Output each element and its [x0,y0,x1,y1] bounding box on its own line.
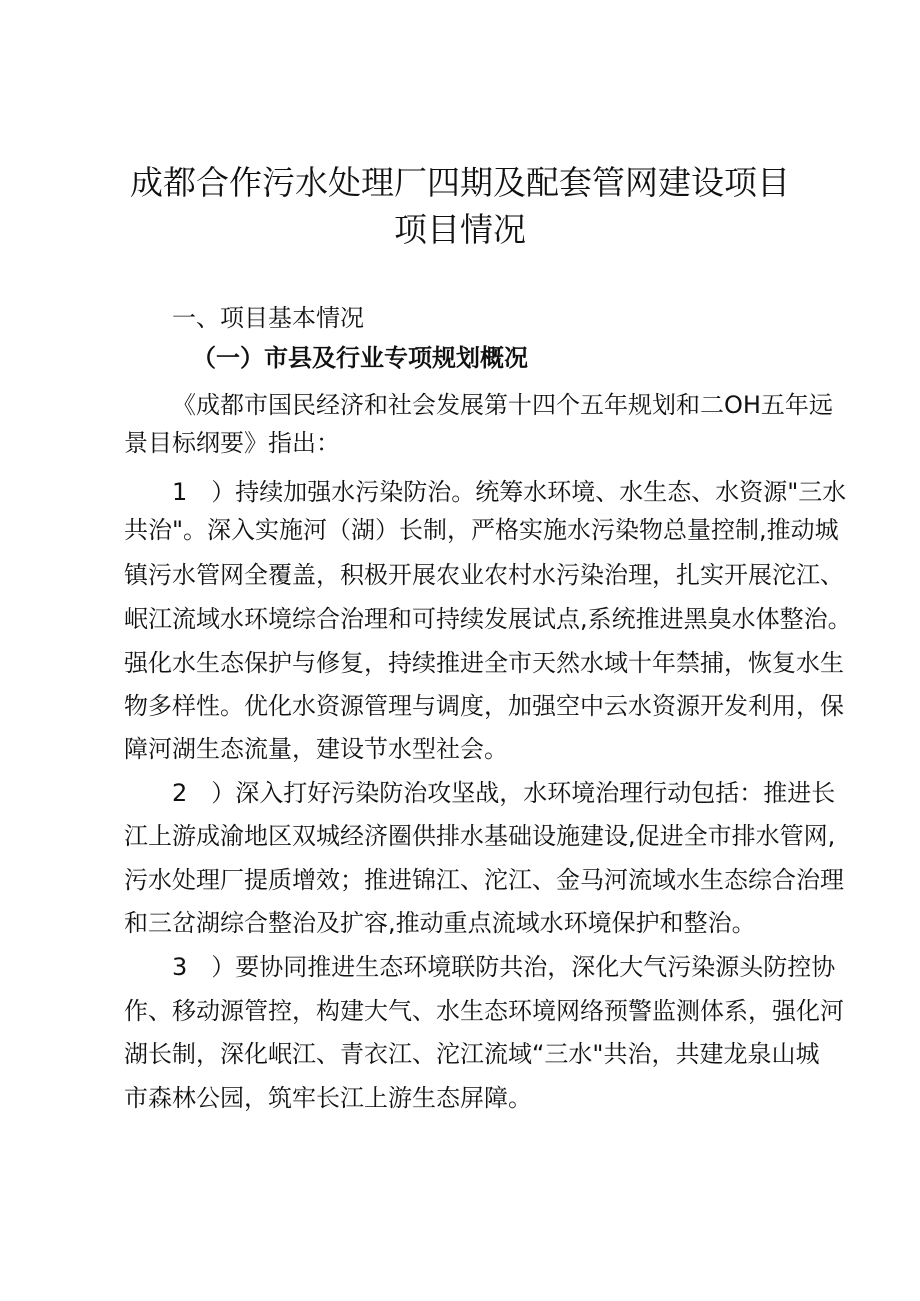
paragraph-line: 障河湖生态流量，建设节水型社会。 [124,735,508,763]
paragraph-line: 作、移动源管控，构建大气、水生态环境网络预警监测体系，强化河 [124,997,844,1025]
paragraph-line: 岷江流域水环境综合治理和可持续发展试点,系统推进黑臭水体整治。 [124,605,852,633]
paragraph-line: 江上游成渝地区双城经济圈供排水基础设施建设,促进全市排水管网, [124,822,836,850]
paragraph-line: 镇污水管网全覆盖，积极开展农业农村水污染治理，扎实开展沱江、 [124,561,844,589]
subsection-heading: （一）市县及行业专项规划概况 [192,344,528,372]
paragraph-line: 市森林公园，筑牢长江上游生态屏障。 [124,1084,532,1112]
paragraph-line: 《成都市国民经济和社会发展第十四个五年规划和二OH五年远 [172,391,833,419]
paragraph-line: 物多样性。优化水资源管理与调度，加强空中云水资源开发利用，保 [124,692,844,720]
paragraph-line: 强化水生态保护与修复，持续推进全市天然水域十年禁捕，恢复水生 [124,649,844,677]
paragraph-line: 湖长制，深化岷江、青衣江、沱江流域“三水"共治，共建龙泉山城 [124,1040,820,1068]
paragraph-line: 2 ）深入打好污染防治攻坚战，水环境治理行动包括：推进长 [172,779,836,807]
paragraph-line: 和三岔湖综合整治及扩容,推动重点流域水环境保护和整治。 [124,909,756,937]
document-title-line-1: 成都合作污水处理厂四期及配套管网建设项目 [130,163,790,202]
section-heading: 一、项目基本情况 [172,304,364,332]
paragraph-line: 1 ）持续加强水污染防治。统筹水环境、水生态、水资源"三水 [172,478,847,506]
document-title-line-2: 项目情况 [394,210,526,249]
paragraph-line: 景目标纲要》指出： [124,429,340,457]
paragraph-line: 共治"。深入实施河（湖）长制，严格实施水污染物总量控制,推动城 [124,516,839,544]
paragraph-line: 3 ）要协同推进生态环境联防共治，深化大气污染源头防控协 [172,953,836,981]
paragraph-line: 污水处理厂提质增效；推进锦江、沱江、金马河流域水生态综合治理 [124,866,844,894]
